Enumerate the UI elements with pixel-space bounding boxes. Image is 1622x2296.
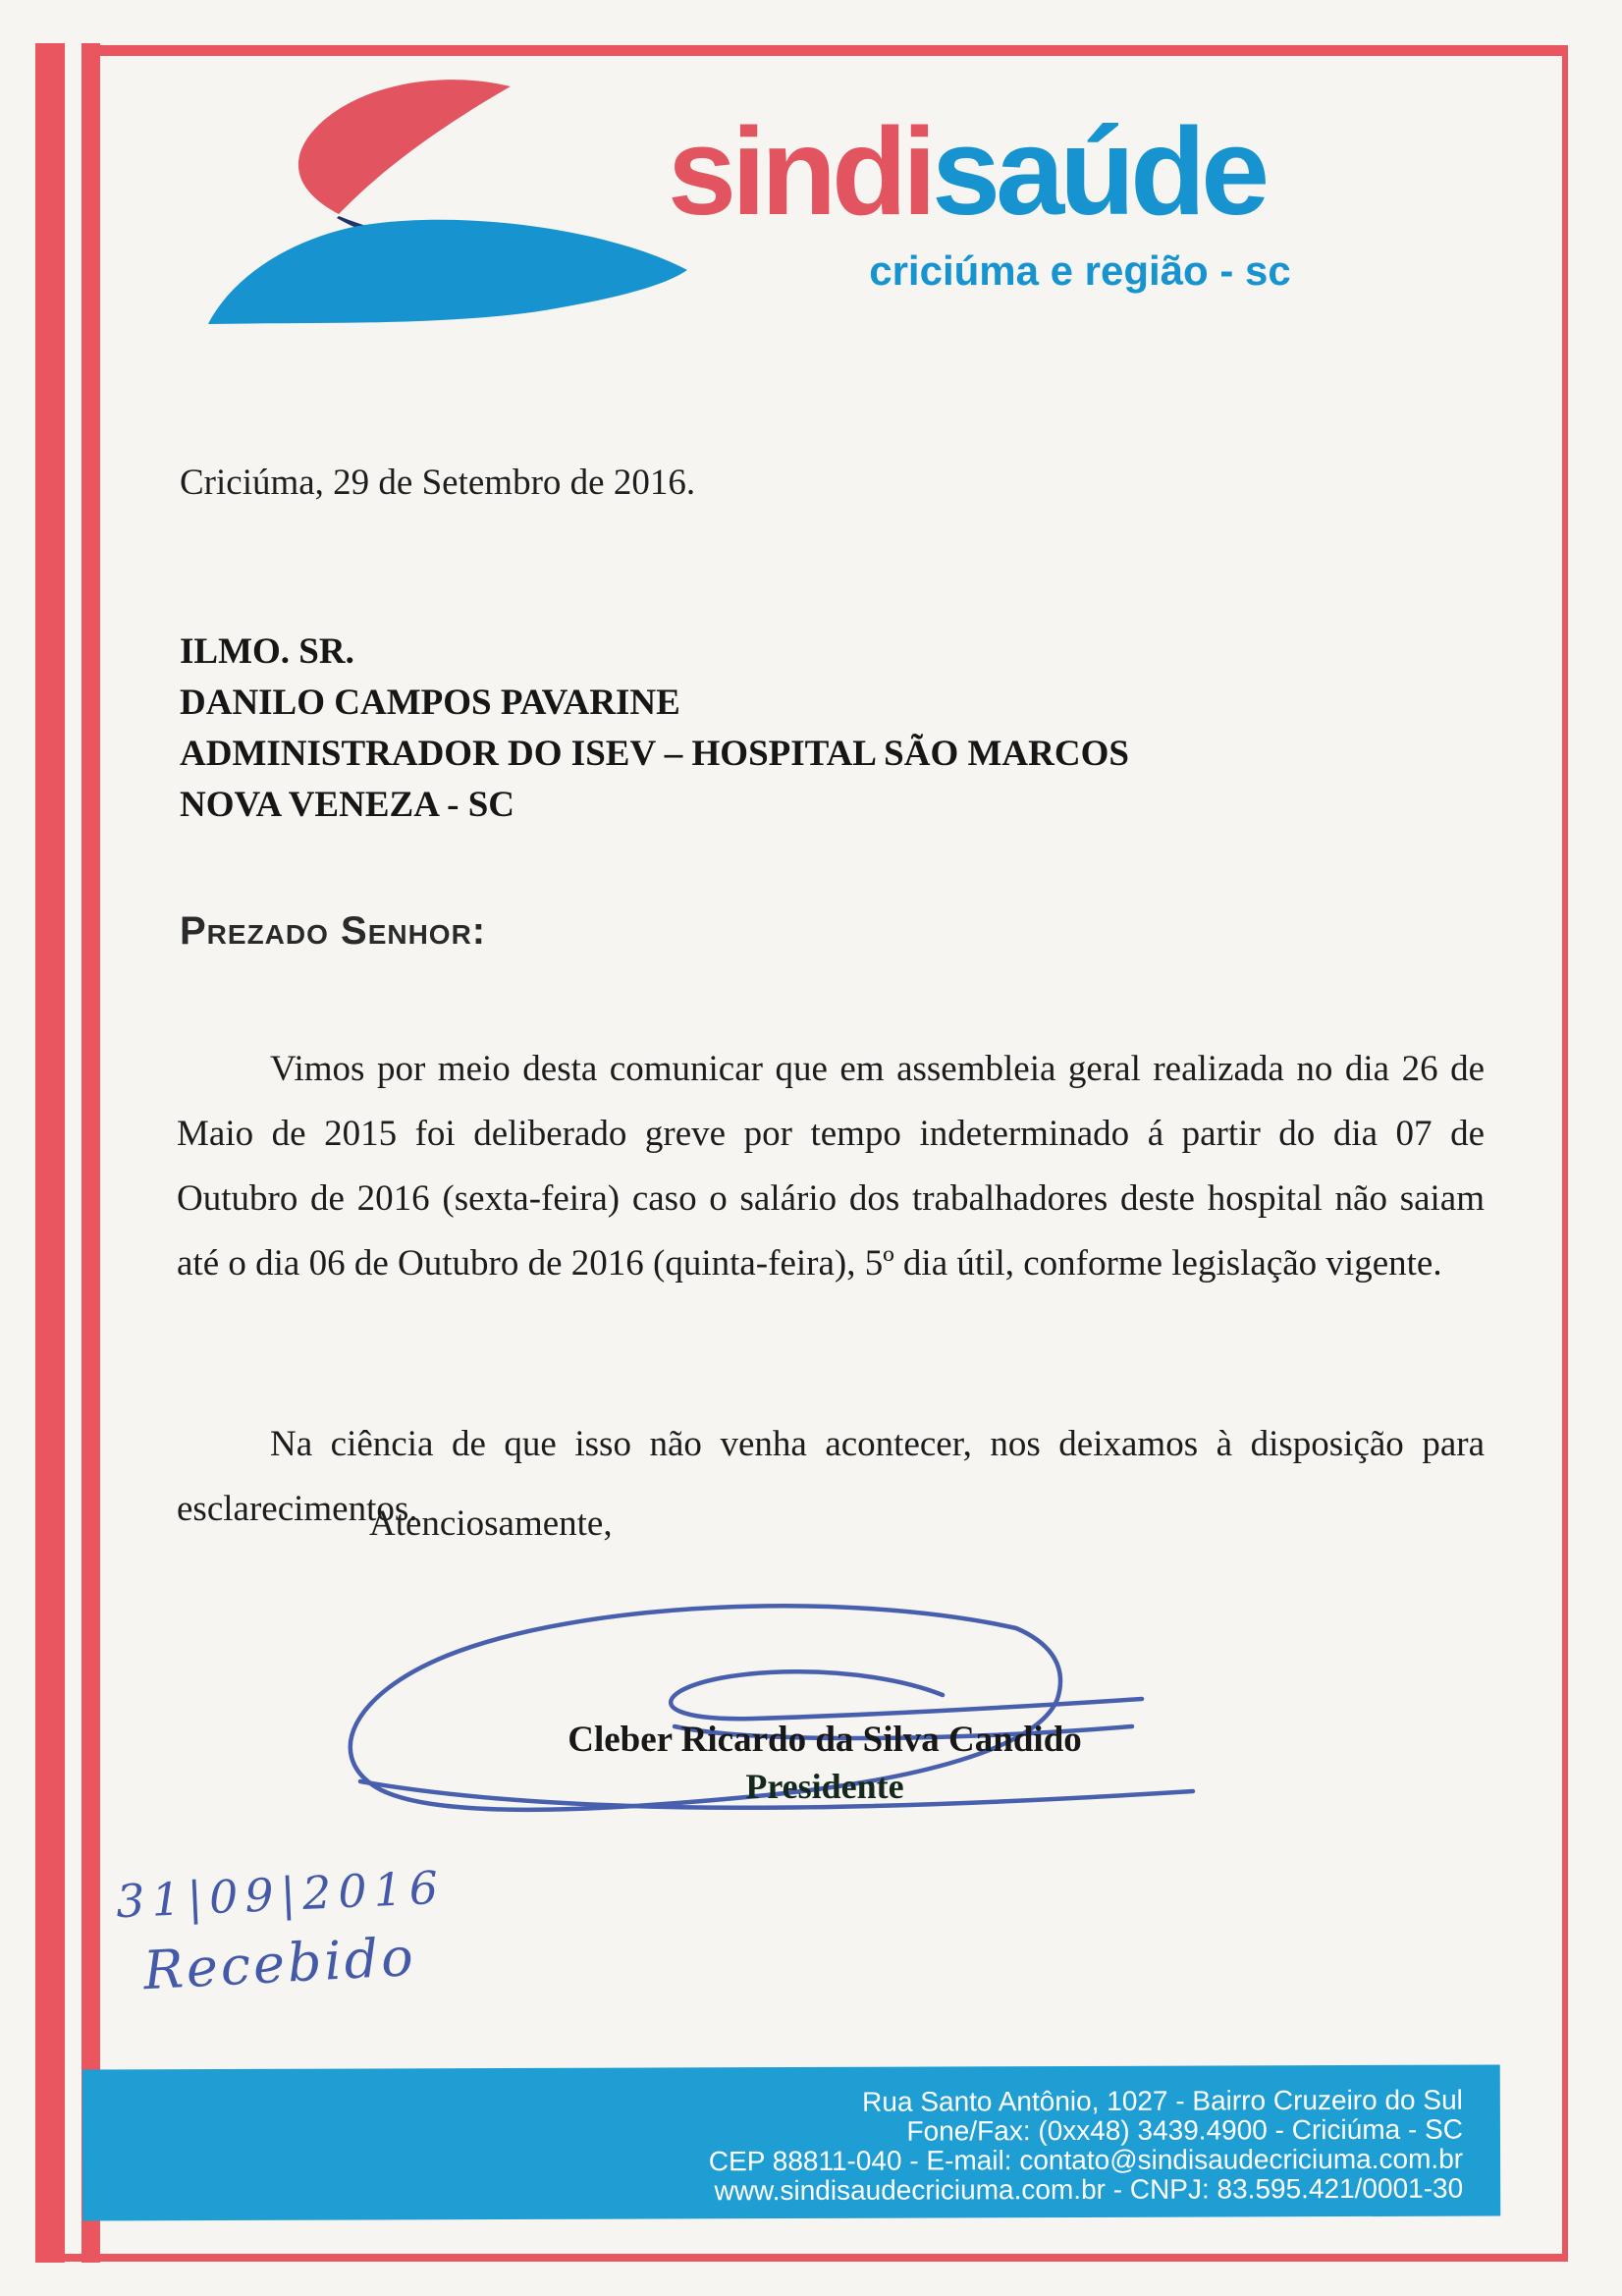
sindisaude-s-swoosh-icon: [191, 69, 702, 334]
body-paragraph-2: Na ciência de que isso não venha acontecer, nos deixamos à disposição para esclarecimentos.: [177, 1424, 1485, 1529]
bottom-border-rule: [35, 2254, 1568, 2262]
recipient-line-2: DANILO CAMPOS PAVARINE: [180, 683, 680, 723]
top-border-rule: [98, 45, 1567, 56]
footer-contact-band: [82, 2064, 1501, 2220]
footer-address-line: Rua Santo Antônio, 1027 - Bairro Cruzeiro do Sul: [862, 2084, 1463, 2117]
body-paragraph-1: Vimos por meio desta comunicar que em assembleia geral realizada no dia 26 de Maio de 2015 foi deliberado greve por tempo indeterminado á partir do dia 07 de Outubro de 2016 (sexta-feira) caso o salário dos trabalhadores deste hospital não saiam até o dia 06 de Outubro de 2016 (quinta-feira), 5º dia útil, conforme legislação vigente.: [177, 1049, 1485, 1284]
brand-wordmark: [668, 102, 1266, 241]
right-border-rule: [1562, 45, 1568, 2262]
handwritten-received-note: Recebido: [141, 1925, 418, 2002]
recipient-block: [180, 627, 1129, 831]
brand-tagline: criciúma e região - sc: [869, 247, 1291, 294]
left-border-stripe-narrow: [81, 43, 100, 2263]
handwritten-date: 31|09|2016: [114, 1860, 447, 1929]
footer-website-line: www.sindisaudecriciuma.com.br - CNPJ: 83.595.421/0001-30: [714, 2172, 1464, 2207]
footer-phone-line: Fone/Fax: (0xx48) 3439.4900 - Criciúma - SC: [906, 2113, 1464, 2147]
date-line: Criciúma, 29 de Setembro de 2016.: [180, 463, 696, 503]
salutation: Prezado Senhor:: [180, 909, 487, 953]
footer-email-line: CEP 88811-040 - E-mail: contato@sindisaudecriciuma.com.br: [708, 2143, 1464, 2177]
brand-wordmark-blue: saúde: [932, 102, 1266, 241]
recipient-line-1: ILMO. SR.: [180, 631, 354, 672]
left-border-stripe-wide: [35, 43, 65, 2263]
recipient-line-4: NOVA VENEZA - SC: [180, 785, 514, 825]
signer-title: Presidente: [745, 1767, 904, 1806]
recipient-line-3: ADMINISTRADOR DO ISEV – HOSPITAL SÃO MARCOS: [180, 734, 1129, 774]
brand-wordmark-red: sindi: [668, 102, 933, 241]
closing-line: Atenciosamente,: [369, 1503, 613, 1544]
signer-name: Cleber Ricardo da Silva Candido: [568, 1720, 1082, 1760]
